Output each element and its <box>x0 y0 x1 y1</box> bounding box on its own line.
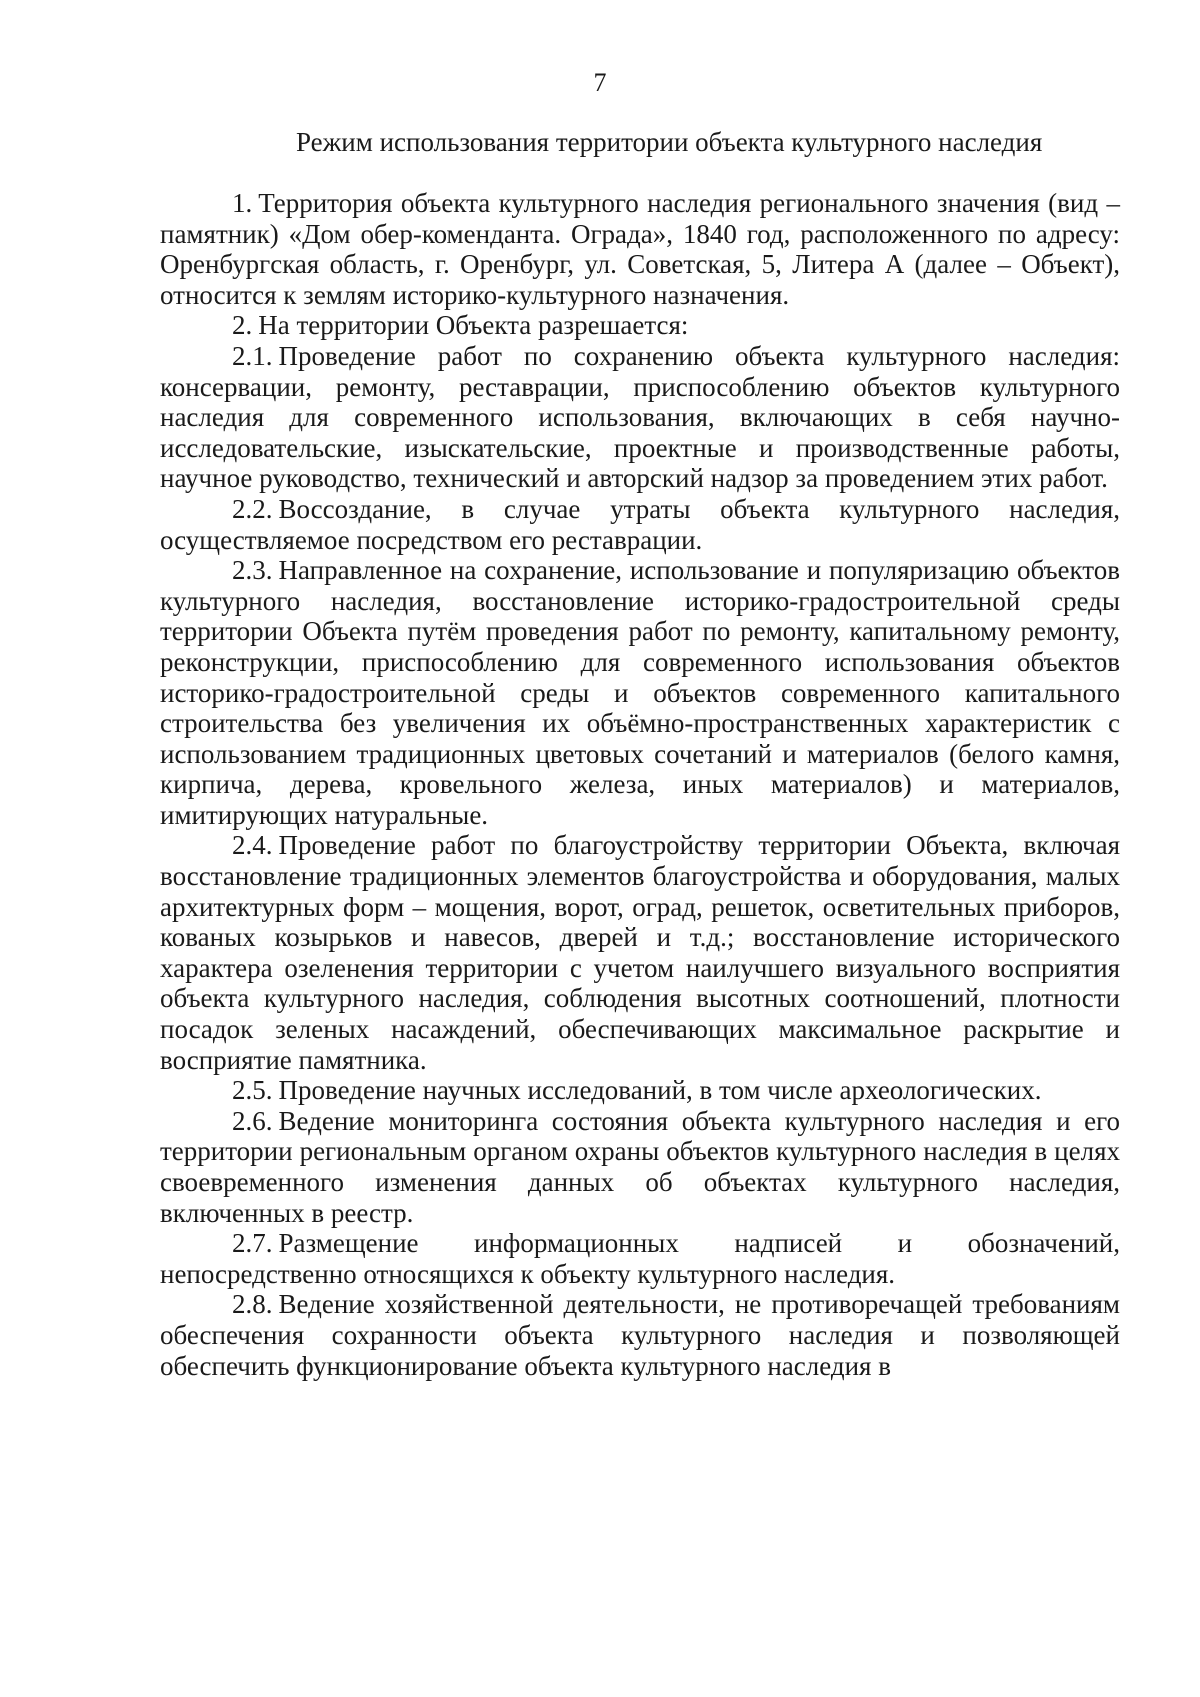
paragraph-number: 2.7. <box>232 1228 273 1259</box>
paragraph-2-3 <box>160 555 1120 830</box>
paragraph-2 <box>160 310 1120 341</box>
paragraph-2-4 <box>160 830 1120 1075</box>
paragraph-text: Размещение информационных надписей и обозначений, непосредственно относящихся к объекту культурного наследия. <box>160 1228 1120 1289</box>
paragraph-text: На территории Объекта разрешается: <box>258 310 689 341</box>
paragraph-number: 2.1. <box>232 340 273 371</box>
paragraph-2-6 <box>160 1106 1120 1228</box>
paragraph-2-5 <box>160 1075 1120 1106</box>
paragraph-number: 1. <box>232 188 253 218</box>
paragraph-number: 2.2. <box>232 493 273 524</box>
paragraph-2-7 <box>160 1228 1120 1289</box>
paragraph-text: Ведение мониторинга состояния объекта культурного наследия и его территории региональным органом охраны объектов культурного наследия в целях своевременного изменения данных об объектах культурного наследия, включенных в реестр. <box>160 1105 1120 1228</box>
paragraph-2-2 <box>160 494 1120 555</box>
paragraph-number: 2.4. <box>232 830 273 861</box>
paragraph-number: 2.8. <box>232 1289 273 1320</box>
paragraph-text: Проведение научных исследований, в том числе археологических. <box>278 1075 1042 1106</box>
paragraph-text: Воссоздание, в случае утраты объекта культурного наследия, осуществляемое посредством его реставрации. <box>160 493 1120 555</box>
paragraph-2-8 <box>160 1289 1120 1381</box>
paragraph-text: Ведение хозяйственной деятельности, не противоречащей требованиям обеспечения сохранности объекта культурного наследия и позволяющей обеспечить функционирование объекта культурного наследия в <box>160 1289 1120 1381</box>
paragraph-number: 2. <box>232 310 253 341</box>
paragraph-1 <box>160 188 1120 310</box>
paragraph-number: 2.3. <box>232 555 273 586</box>
paragraph-text: Проведение работ по благоустройству территории Объекта, включая восстановление традиционных элементов благоустройства и оборудования, малых архитектурных форм – мощения, ворот, оград, решеток, осветительных приборов, кованых козырьков и навесов, дверей и т.д.; восстановление исторического характера озеленения территории с учетом наилучшего визуального восприятия объекта культурного наследия, соблюдения высотных соотношений, плотности посадок зеленых насаждений, обеспечивающих максимальное раскрытие и восприятие памятника. <box>160 830 1120 1075</box>
paragraph-text: Проведение работ по сохранению объекта культурного наследия: консервации, ремонту, реставрации, приспособлению объектов культурного наследия для современного использования, включающих в себя научно-исследовательские, изыскательские, проектные и производственные работы, научное руководство, технический и авторский надзор за проведением этих работ. <box>160 340 1120 494</box>
paragraph-text: Направленное на сохранение, использование и популяризацию объектов культурного наследия, восстановление историко-градостроительной среды территории Объекта путём проведения работ по ремонту, капитальному ремонту, реконструкции, приспособлению для современного использования объектов историко-градостроительной среды и объектов современного капитального строительства без увеличения их объёмно-пространственных характеристик с использованием традиционных цветовых сочетаний и материалов (белого камня, кирпича, дерева, кровельного железа, иных материалов) и материалов, имитирующих натуральные. <box>160 555 1120 830</box>
paragraph-number: 2.6. <box>232 1105 273 1136</box>
page-number: 7 <box>593 68 607 97</box>
paragraph-text: Территория объекта культурного наследия регионального значения (вид – памятник) «Дом обер-коменданта. Ограда», 1840 год, расположенного по адресу: Оренбургская область, г. Оренбург, ул. Советская, 5, Литера А (далее – Объект), относится к землям историко-культурного назначения. <box>160 188 1120 310</box>
page-title: Режим использования территории объекта культурного наследия <box>296 127 1043 157</box>
document-body <box>160 188 1120 1381</box>
paragraph-number: 2.5. <box>232 1075 273 1106</box>
paragraph-2-1 <box>160 341 1120 494</box>
